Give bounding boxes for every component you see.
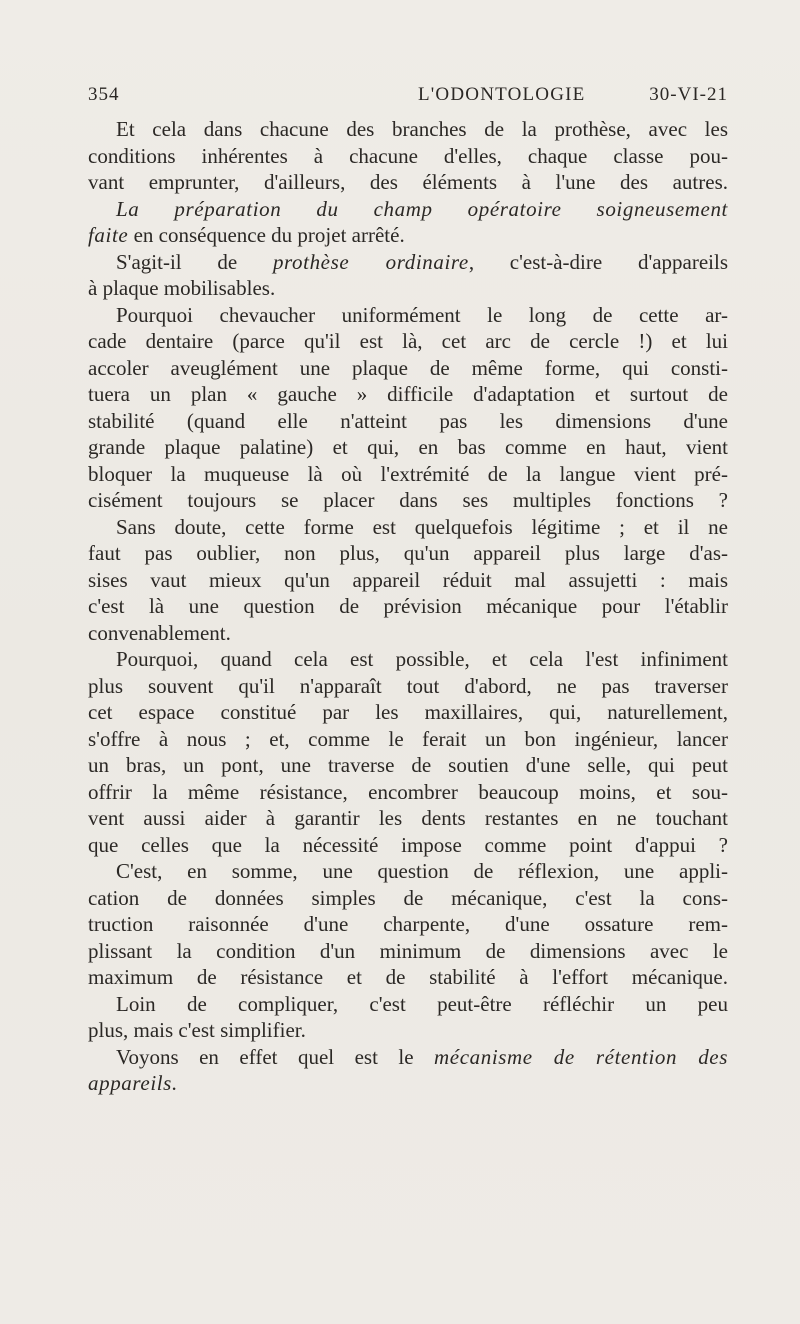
- text-line: Pourquoi, quand cela est possible, et cela l'est infiniment: [116, 647, 728, 671]
- text-line: faut pas oublier, non plus, qu'un appareil plus large d'as-: [88, 541, 728, 565]
- text-line: plissant la condition d'un minimum de dimensions avec le: [88, 938, 728, 963]
- text-line: vant emprunter, d'ailleurs, des éléments à l'une des autres.: [88, 170, 728, 194]
- text-line: [88, 1070, 728, 1097]
- text-line: que celles que la nécessité impose comme point d'appui ?: [88, 832, 728, 857]
- italic-span: appareils.: [88, 1071, 178, 1095]
- text-line: C'est, en somme, une question de réflexion, une appli-: [116, 859, 728, 883]
- text-line: plus souvent qu'il n'apparaît tout d'abord, ne pas traverser: [88, 673, 728, 698]
- text-line: [88, 196, 728, 223]
- text-line: s'offre à nous ; et, comme le ferait un bon ingénieur, lancer: [88, 726, 728, 751]
- text-line: bloquer la muqueuse là où l'extrémité de la langue vient pré-: [88, 461, 728, 486]
- text-span: en conséquence du projet arrêté.: [128, 223, 405, 247]
- text-line: cisément toujours se placer dans ses multiples fonctions ?: [88, 488, 728, 512]
- page-number: 354: [88, 84, 120, 105]
- text-line: Et cela dans chacune des branches de la prothèse, avec les: [116, 117, 728, 141]
- text-line: [88, 249, 728, 276]
- text-line: à plaque mobilisables.: [88, 276, 276, 300]
- text-line: [88, 222, 728, 249]
- text-line: offrir la même résistance, encombrer beaucoup moins, et sou-: [88, 779, 728, 804]
- text-line: vent aussi aider à garantir les dents restantes en ne touchant: [88, 806, 728, 830]
- issue-date: 30-VI-21: [649, 84, 728, 105]
- italic-span: La préparation du champ opératoire soigneusement: [116, 196, 728, 221]
- text-line: maximum de résistance et de stabilité à l'effort mécanique.: [88, 965, 728, 989]
- running-header: [88, 84, 728, 112]
- body-text: [88, 116, 728, 1097]
- text-span: Voyons en effet quel est le: [116, 1044, 435, 1069]
- text-span: , c'est-à-dire d'appareils: [468, 249, 729, 274]
- text-line: c'est là une question de prévision mécanique pour l'établir: [88, 594, 728, 618]
- text-span: S'agit-il de: [116, 249, 273, 274]
- italic-span: mécanisme de rétention des: [434, 1044, 728, 1069]
- text-line: tuera un plan « gauche » difficile d'adaptation et surtout de: [88, 382, 728, 406]
- text-line: cation de données simples de mécanique, c'est la cons-: [88, 885, 728, 910]
- text-line: stabilité (quand elle n'atteint pas les dimensions d'une: [88, 408, 728, 433]
- italic-span: faite: [88, 223, 129, 247]
- text-line: sises vaut mieux qu'un appareil réduit mal assujetti : mais: [88, 567, 728, 592]
- italic-span: prothèse ordinaire: [272, 249, 469, 274]
- text-line: convenablement.: [88, 620, 231, 645]
- text-line: truction raisonnée d'une charpente, d'une ossature rem-: [88, 912, 728, 936]
- text-line: grande plaque palatine) et qui, en bas comme en haut, vient: [88, 435, 728, 459]
- text-line: Loin de compliquer, c'est peut-être réfléchir un peu: [116, 991, 728, 1016]
- text-line: Pourquoi chevaucher uniformément le long de cette ar-: [116, 302, 728, 327]
- text-line: accoler aveuglément une plaque de même forme, qui consti-: [88, 355, 728, 380]
- journal-title: L'ODONTOLOGIE: [418, 84, 586, 105]
- text-line: [88, 1044, 728, 1071]
- text-line: un bras, un pont, une traverse de soutien d'une selle, qui peut: [88, 753, 728, 777]
- text-line: plus, mais c'est simplifier.: [88, 1018, 306, 1042]
- text-line: cet espace constitué par les maxillaires, qui, naturellement,: [88, 700, 728, 724]
- text-line: cade dentaire (parce qu'il est là, cet arc de cercle !) et lui: [88, 329, 728, 353]
- text-line: Sans doute, cette forme est quelquefois légitime ; et il ne: [116, 514, 728, 539]
- text-line: conditions inhérentes à chacune d'elles, chaque classe pou-: [88, 143, 728, 168]
